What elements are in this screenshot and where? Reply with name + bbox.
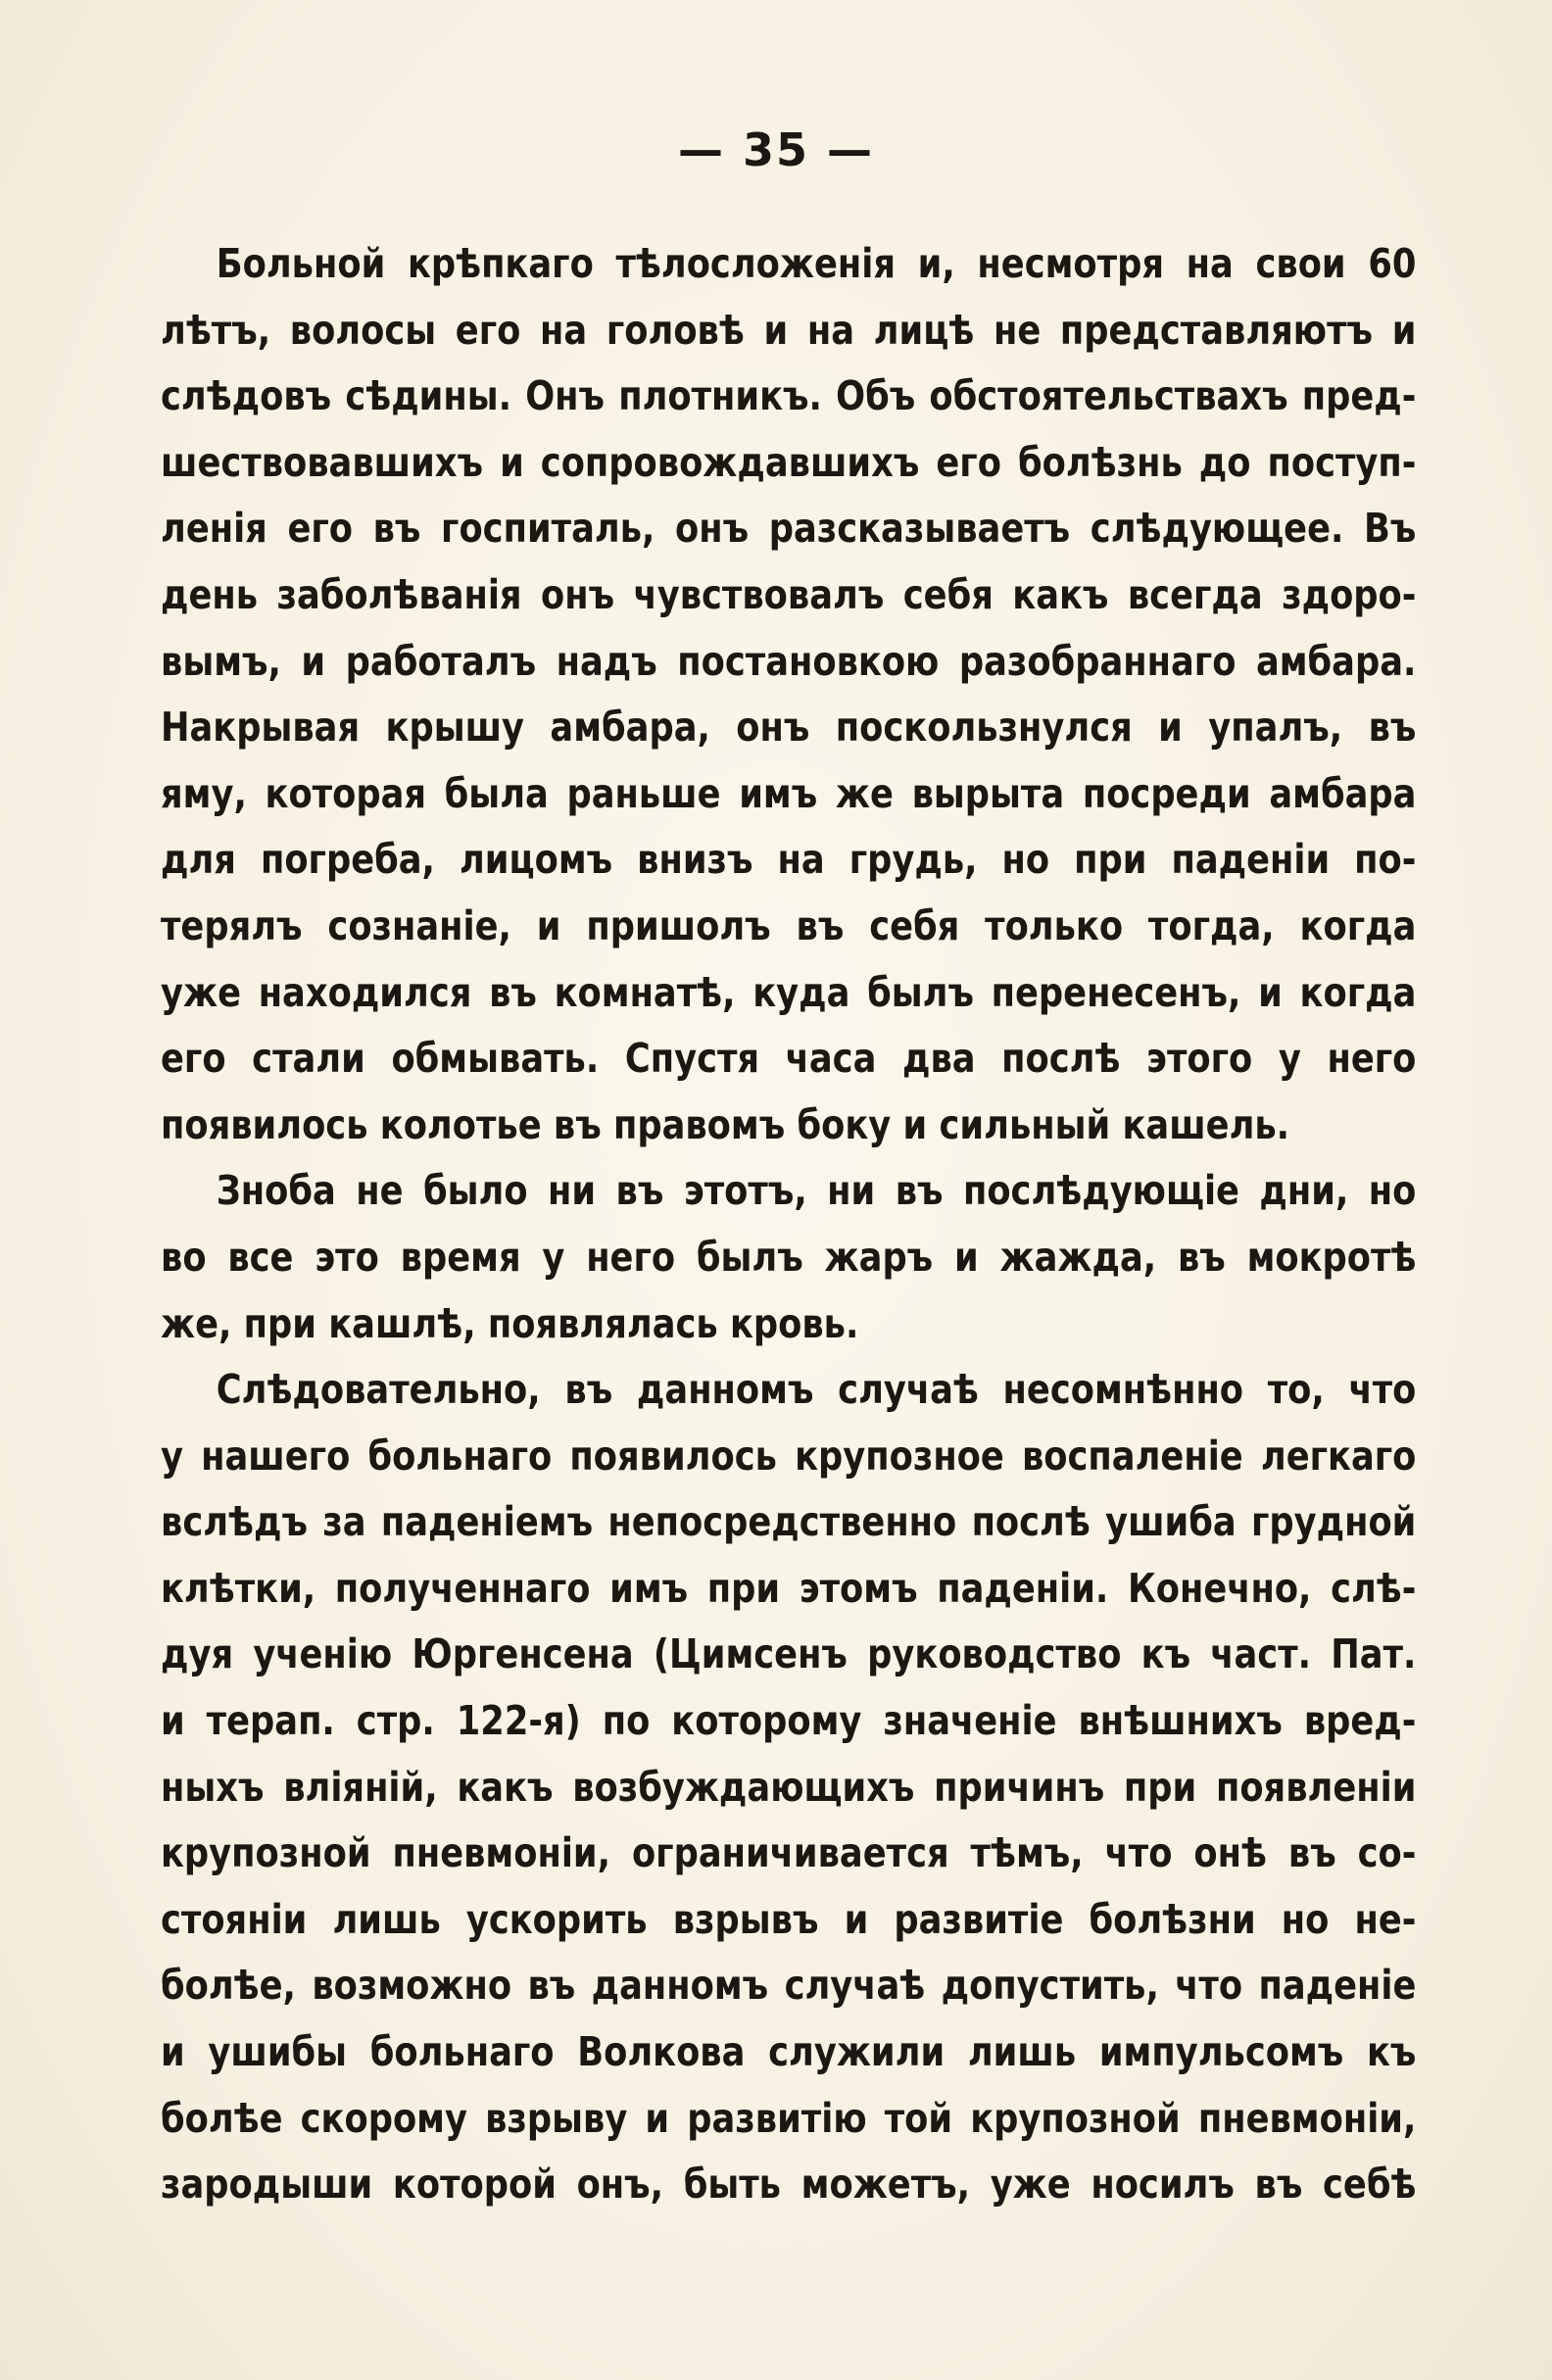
page-number: — 35 —	[677, 123, 875, 176]
text-line: клѣтки, полученнаго имъ при этомъ паденіи. Конечно, слѣ-	[161, 1564, 1417, 1612]
text-line: же, при кашлѣ, появлялась кровь.	[161, 1299, 859, 1347]
text-line: появилось колотье въ правомъ боку и сильный кашель.	[161, 1100, 1290, 1148]
text-line: Зноба не было ни въ этотъ, ни въ послѣдующіе дни, но	[216, 1167, 1417, 1215]
text-line: для погреба, лицомъ внизъ на грудь, но при паденіи по-	[161, 836, 1417, 884]
text-line: лѣтъ, волосы его на головѣ и на лицѣ не представляютъ и	[161, 306, 1417, 354]
text-line: Слѣдовательно, въ данномъ случаѣ несомнѣнно то, что	[216, 1366, 1417, 1414]
text-line: слѣдовъ сѣдины. Онъ плотникъ. Объ обстоятельствахъ пред-	[161, 372, 1417, 420]
text-line: уже находился въ комнатѣ, куда былъ перенесенъ, и когда	[161, 968, 1417, 1016]
text-line: яму, которая была раньше имъ же вырыта посреди амбара	[161, 769, 1417, 817]
text-line: ленія его въ госпиталь, онъ разсказываетъ слѣдующее. Въ	[161, 505, 1417, 553]
text-line: болѣе скорому взрыву и развитію той крупозной пневмоніи,	[161, 2094, 1417, 2142]
text-line: зародыши которой онъ, быть можетъ, уже носилъ въ себѣ	[161, 2161, 1417, 2209]
text-line: болѣе, возможно въ данномъ случаѣ допустить, что паденіе	[161, 1962, 1417, 2010]
text-line: терялъ сознаніе, и пришолъ въ себя только тогда, когда	[161, 901, 1417, 949]
text-line: стояніи лишь ускорить взрывъ и развитіе болѣзни но не-	[161, 1895, 1417, 1943]
text-line: у нашего больнаго появилось крупозное воспаленіе легкаго	[161, 1432, 1417, 1480]
text-line: ныхъ вліяній, какъ возбуждающихъ причинъ при появленіи	[161, 1763, 1417, 1811]
text-line: вслѣдъ за паденіемъ непосредственно послѣ ушиба грудной	[161, 1498, 1417, 1546]
body-text	[161, 231, 1417, 2218]
text-line: и терап. стр. 122-я) по которому значеніе внѣшнихъ вред-	[161, 1697, 1417, 1745]
text-line: крупозной пневмоніи, ограничивается тѣмъ, что онѣ въ со-	[161, 1829, 1417, 1877]
text-line: его стали обмывать. Спустя часа два послѣ этого у него	[161, 1035, 1417, 1083]
text-line: шествовавшихъ и сопровождавшихъ его болѣзнь до поступ-	[161, 438, 1417, 486]
text-line: вымъ, и работалъ надъ постановкою разобраннаго амбара.	[161, 637, 1417, 685]
text-line: дуя ученію Юргенсена (Цимсенъ руководство къ част. Пат.	[161, 1630, 1417, 1678]
text-line: Накрывая крышу амбара, онъ поскользнулся и упалъ, въ	[161, 704, 1417, 752]
text-line: Больной крѣпкаго тѣлосложенія и, несмотря на свои 60	[216, 240, 1417, 287]
text-line: и ушибы больнаго Волкова служили лишь импульсомъ къ	[161, 2028, 1417, 2076]
text-line: день заболѣванія онъ чувствовалъ себя какъ всегда здоро-	[161, 570, 1417, 618]
text-lines	[161, 231, 1416, 2218]
text-line: во все это время у него былъ жаръ и жажда, въ мокротѣ	[161, 1233, 1417, 1281]
